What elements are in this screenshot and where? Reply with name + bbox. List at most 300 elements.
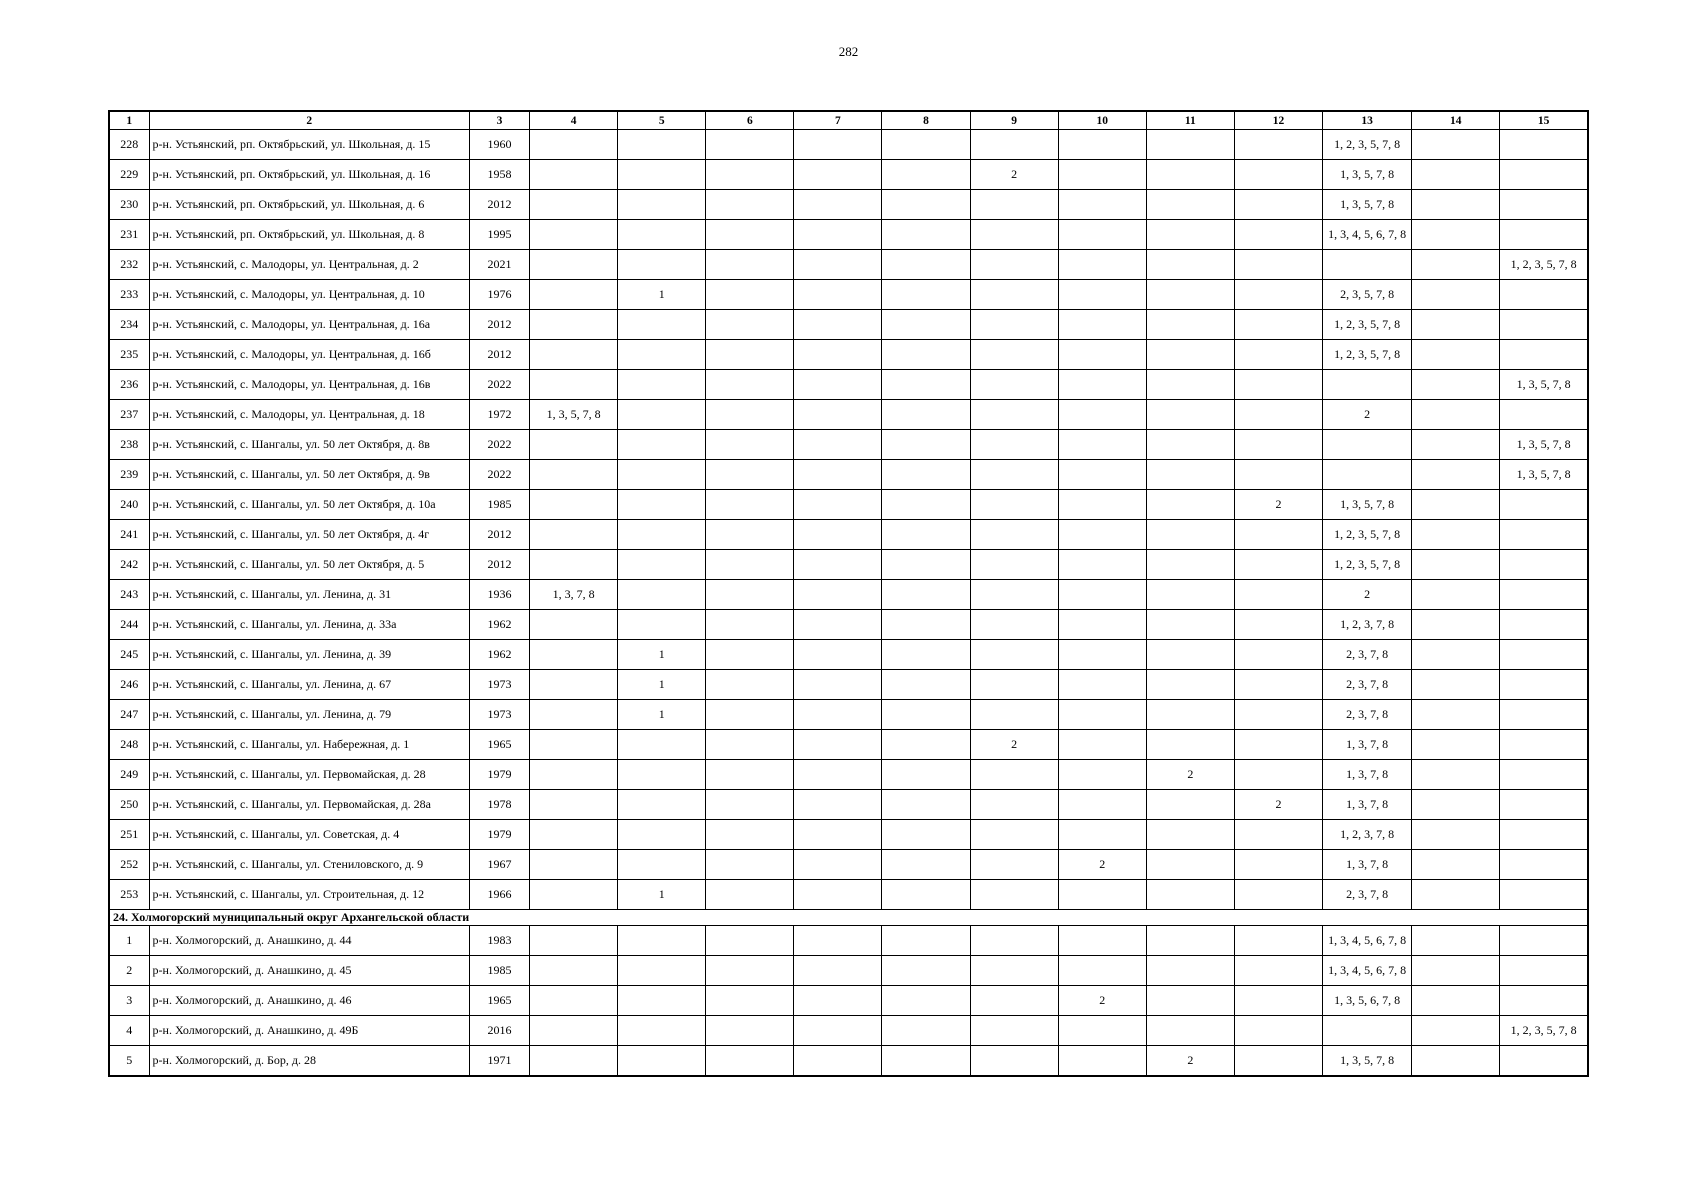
address-cell: р-н. Устьянский, с. Шангалы, ул. Стениловского, д. 9 — [149, 850, 469, 880]
value-cell: 1, 3, 5, 7, 8 — [1500, 430, 1588, 460]
value-cell — [530, 790, 618, 820]
value-cell: 2, 3, 5, 7, 8 — [1323, 280, 1412, 310]
value-cell — [1234, 580, 1322, 610]
value-cell — [706, 160, 794, 190]
column-header: 8 — [882, 111, 970, 130]
table-row — [109, 490, 1588, 520]
value-cell — [618, 1016, 706, 1046]
address-cell: р-н. Холмогорский, д. Бор, д. 28 — [149, 1046, 469, 1077]
row-number: 245 — [109, 640, 149, 670]
value-cell — [1146, 460, 1234, 490]
value-cell — [1146, 956, 1234, 986]
value-cell — [1146, 130, 1234, 160]
value-cell — [794, 400, 882, 430]
value-cell — [530, 490, 618, 520]
value-cell: 1, 3, 5, 7, 8 — [1500, 370, 1588, 400]
value-cell — [706, 700, 794, 730]
value-cell — [530, 460, 618, 490]
year-cell: 2012 — [469, 340, 529, 370]
value-cell: 1, 3, 4, 5, 6, 7, 8 — [1323, 956, 1412, 986]
value-cell — [706, 820, 794, 850]
table-row — [109, 520, 1588, 550]
value-cell — [794, 850, 882, 880]
address-cell: р-н. Устьянский, рп. Октябрьский, ул. Школьная, д. 6 — [149, 190, 469, 220]
value-cell — [794, 130, 882, 160]
year-cell: 1962 — [469, 610, 529, 640]
value-cell: 1 — [618, 640, 706, 670]
value-cell — [882, 880, 970, 910]
row-number: 239 — [109, 460, 149, 490]
table-row — [109, 986, 1588, 1016]
value-cell — [1500, 850, 1588, 880]
value-cell — [530, 926, 618, 956]
value-cell — [1500, 520, 1588, 550]
value-cell — [794, 670, 882, 700]
value-cell — [970, 400, 1058, 430]
value-cell — [706, 730, 794, 760]
value-cell — [530, 760, 618, 790]
value-cell — [1058, 220, 1146, 250]
row-number: 238 — [109, 430, 149, 460]
value-cell — [794, 700, 882, 730]
value-cell — [618, 790, 706, 820]
value-cell — [1500, 130, 1588, 160]
value-cell — [1058, 880, 1146, 910]
row-number: 249 — [109, 760, 149, 790]
value-cell: 2, 3, 7, 8 — [1323, 700, 1412, 730]
value-cell — [706, 1046, 794, 1077]
address-cell: р-н. Устьянский, с. Шангалы, ул. Ленина, д. 67 — [149, 670, 469, 700]
value-cell — [1500, 220, 1588, 250]
value-cell — [706, 880, 794, 910]
row-number: 232 — [109, 250, 149, 280]
table-row — [109, 430, 1588, 460]
value-cell: 1, 2, 3, 5, 7, 8 — [1500, 1016, 1588, 1046]
value-cell — [1146, 190, 1234, 220]
year-cell: 1985 — [469, 956, 529, 986]
value-cell — [530, 190, 618, 220]
value-cell — [1058, 956, 1146, 986]
year-cell: 1995 — [469, 220, 529, 250]
value-cell — [530, 220, 618, 250]
value-cell — [706, 926, 794, 956]
value-cell — [1234, 610, 1322, 640]
value-cell — [1234, 430, 1322, 460]
value-cell — [882, 370, 970, 400]
value-cell — [1412, 820, 1500, 850]
address-cell: р-н. Устьянский, с. Шангалы, ул. Советская, д. 4 — [149, 820, 469, 850]
value-cell — [1146, 370, 1234, 400]
value-cell — [706, 550, 794, 580]
value-cell — [618, 460, 706, 490]
value-cell — [1412, 520, 1500, 550]
value-cell — [1234, 340, 1322, 370]
table-row — [109, 340, 1588, 370]
column-header: 15 — [1500, 111, 1588, 130]
value-cell — [970, 340, 1058, 370]
value-cell — [706, 460, 794, 490]
value-cell — [706, 250, 794, 280]
address-cell: р-н. Устьянский, с. Шангалы, ул. Ленина, д. 39 — [149, 640, 469, 670]
year-cell: 1973 — [469, 700, 529, 730]
value-cell — [970, 190, 1058, 220]
table-row — [109, 280, 1588, 310]
value-cell — [706, 310, 794, 340]
value-cell — [794, 790, 882, 820]
value-cell — [1234, 700, 1322, 730]
address-cell: р-н. Устьянский, с. Шангалы, ул. Ленина, д. 31 — [149, 580, 469, 610]
table-row — [109, 880, 1588, 910]
value-cell — [1234, 400, 1322, 430]
value-cell — [882, 550, 970, 580]
value-cell — [618, 820, 706, 850]
value-cell — [1146, 730, 1234, 760]
value-cell — [970, 926, 1058, 956]
table-row — [109, 760, 1588, 790]
value-cell — [794, 640, 882, 670]
value-cell — [1412, 490, 1500, 520]
value-cell — [1234, 130, 1322, 160]
value-cell: 2 — [1323, 400, 1412, 430]
value-cell — [1412, 850, 1500, 880]
value-cell — [1412, 430, 1500, 460]
value-cell — [1412, 370, 1500, 400]
value-cell — [530, 700, 618, 730]
value-cell — [882, 340, 970, 370]
value-cell — [970, 250, 1058, 280]
value-cell — [1146, 340, 1234, 370]
value-cell — [794, 250, 882, 280]
value-cell — [706, 986, 794, 1016]
value-cell — [706, 760, 794, 790]
value-cell: 1 — [618, 670, 706, 700]
value-cell — [970, 700, 1058, 730]
value-cell — [618, 1046, 706, 1077]
value-cell: 1, 3, 7, 8 — [1323, 730, 1412, 760]
value-cell — [1234, 1046, 1322, 1077]
value-cell — [1058, 580, 1146, 610]
address-cell: р-н. Устьянский, с. Шангалы, ул. Первомайская, д. 28а — [149, 790, 469, 820]
address-cell: р-н. Устьянский, с. Шангалы, ул. Ленина, д. 79 — [149, 700, 469, 730]
value-cell — [1146, 700, 1234, 730]
value-cell — [1146, 1016, 1234, 1046]
value-cell: 1, 3, 4, 5, 6, 7, 8 — [1323, 220, 1412, 250]
address-cell: р-н. Устьянский, с. Шангалы, ул. 50 лет Октября, д. 8в — [149, 430, 469, 460]
value-cell — [1412, 550, 1500, 580]
value-cell — [1500, 670, 1588, 700]
value-cell — [706, 130, 794, 160]
value-cell — [1412, 640, 1500, 670]
year-cell: 1960 — [469, 130, 529, 160]
value-cell — [618, 760, 706, 790]
value-cell — [706, 580, 794, 610]
value-cell: 1, 2, 3, 5, 7, 8 — [1323, 310, 1412, 340]
value-cell — [882, 460, 970, 490]
value-cell — [618, 130, 706, 160]
value-cell — [1234, 956, 1322, 986]
row-number: 242 — [109, 550, 149, 580]
value-cell — [1412, 760, 1500, 790]
value-cell — [1058, 520, 1146, 550]
year-cell: 2012 — [469, 550, 529, 580]
value-cell — [1500, 926, 1588, 956]
address-cell: р-н. Холмогорский, д. Анашкино, д. 45 — [149, 956, 469, 986]
year-cell: 2012 — [469, 310, 529, 340]
value-cell — [1058, 430, 1146, 460]
value-cell — [882, 640, 970, 670]
value-cell — [1234, 926, 1322, 956]
year-cell: 2022 — [469, 370, 529, 400]
value-cell — [706, 400, 794, 430]
value-cell — [1146, 986, 1234, 1016]
column-header: 2 — [149, 111, 469, 130]
value-cell — [530, 130, 618, 160]
value-cell — [970, 490, 1058, 520]
value-cell — [794, 986, 882, 1016]
value-cell — [1234, 250, 1322, 280]
address-cell: р-н. Холмогорский, д. Анашкино, д. 44 — [149, 926, 469, 956]
value-cell — [1058, 610, 1146, 640]
value-cell — [618, 160, 706, 190]
value-cell — [1412, 730, 1500, 760]
value-cell — [794, 956, 882, 986]
value-cell — [618, 730, 706, 760]
row-number: 252 — [109, 850, 149, 880]
table-row — [109, 730, 1588, 760]
address-cell: р-н. Устьянский, с. Шангалы, ул. 50 лет Октября, д. 4г — [149, 520, 469, 550]
value-cell — [706, 220, 794, 250]
value-cell — [1146, 160, 1234, 190]
row-number: 234 — [109, 310, 149, 340]
value-cell — [1146, 790, 1234, 820]
value-cell: 2 — [1058, 986, 1146, 1016]
table-row — [109, 400, 1588, 430]
year-cell: 1979 — [469, 760, 529, 790]
table-row — [109, 370, 1588, 400]
value-cell — [618, 986, 706, 1016]
value-cell: 2 — [970, 160, 1058, 190]
value-cell — [618, 956, 706, 986]
value-cell — [794, 1016, 882, 1046]
value-cell — [1412, 190, 1500, 220]
value-cell — [1146, 280, 1234, 310]
year-cell: 1965 — [469, 986, 529, 1016]
value-cell — [794, 340, 882, 370]
section-row — [109, 910, 1588, 926]
value-cell: 1, 3, 5, 7, 8 — [1323, 160, 1412, 190]
value-cell: 1, 3, 7, 8 — [1323, 760, 1412, 790]
value-cell — [618, 400, 706, 430]
table-row — [109, 670, 1588, 700]
column-header: 6 — [706, 111, 794, 130]
value-cell — [794, 610, 882, 640]
value-cell — [1412, 790, 1500, 820]
year-cell: 1936 — [469, 580, 529, 610]
value-cell — [1058, 280, 1146, 310]
year-cell: 1958 — [469, 160, 529, 190]
value-cell — [530, 250, 618, 280]
value-cell — [970, 1016, 1058, 1046]
value-cell — [970, 820, 1058, 850]
value-cell: 1, 3, 5, 7, 8 — [1500, 460, 1588, 490]
row-number: 253 — [109, 880, 149, 910]
value-cell — [970, 1046, 1058, 1077]
value-cell — [1412, 340, 1500, 370]
value-cell — [1234, 820, 1322, 850]
value-cell — [1234, 880, 1322, 910]
address-cell: р-н. Устьянский, с. Малодоры, ул. Центральная, д. 16б — [149, 340, 469, 370]
value-cell — [1500, 730, 1588, 760]
value-cell — [1146, 430, 1234, 460]
value-cell — [970, 850, 1058, 880]
table-row — [109, 580, 1588, 610]
value-cell — [970, 550, 1058, 580]
column-header: 11 — [1146, 111, 1234, 130]
year-cell: 2016 — [469, 1016, 529, 1046]
row-number: 244 — [109, 610, 149, 640]
column-header: 7 — [794, 111, 882, 130]
address-cell: р-н. Устьянский, рп. Октябрьский, ул. Школьная, д. 16 — [149, 160, 469, 190]
value-cell: 1, 3, 5, 7, 8 — [1323, 1046, 1412, 1077]
value-cell — [970, 310, 1058, 340]
value-cell — [1500, 640, 1588, 670]
table-row — [109, 130, 1588, 160]
value-cell — [1058, 460, 1146, 490]
value-cell — [530, 160, 618, 190]
value-cell — [882, 250, 970, 280]
value-cell — [1412, 880, 1500, 910]
value-cell — [1500, 550, 1588, 580]
value-cell — [706, 956, 794, 986]
value-cell — [794, 430, 882, 460]
value-cell — [1412, 160, 1500, 190]
row-number: 236 — [109, 370, 149, 400]
value-cell — [530, 730, 618, 760]
address-cell: р-н. Устьянский, с. Шангалы, ул. Строительная, д. 12 — [149, 880, 469, 910]
value-cell — [1058, 730, 1146, 760]
value-cell — [706, 850, 794, 880]
value-cell — [1058, 700, 1146, 730]
value-cell — [530, 880, 618, 910]
page-number: 282 — [838, 44, 859, 59]
value-cell — [1058, 760, 1146, 790]
value-cell: 2 — [1323, 580, 1412, 610]
value-cell — [970, 580, 1058, 610]
row-number: 3 — [109, 986, 149, 1016]
value-cell — [1058, 1016, 1146, 1046]
year-cell: 1966 — [469, 880, 529, 910]
row-number: 237 — [109, 400, 149, 430]
row-number: 241 — [109, 520, 149, 550]
value-cell — [794, 926, 882, 956]
value-cell — [530, 1046, 618, 1077]
value-cell — [1234, 640, 1322, 670]
value-cell — [1500, 610, 1588, 640]
value-cell — [530, 340, 618, 370]
row-number: 240 — [109, 490, 149, 520]
value-cell — [618, 520, 706, 550]
value-cell — [706, 610, 794, 640]
value-cell — [1058, 250, 1146, 280]
table-row — [109, 460, 1588, 490]
value-cell: 1, 2, 3, 5, 7, 8 — [1323, 340, 1412, 370]
value-cell: 1, 3, 7, 8 — [1323, 790, 1412, 820]
row-number: 4 — [109, 1016, 149, 1046]
value-cell — [882, 986, 970, 1016]
address-cell: р-н. Устьянский, с. Шангалы, ул. Ленина, д. 33а — [149, 610, 469, 640]
value-cell: 1, 3, 5, 7, 8 — [1323, 490, 1412, 520]
value-cell — [618, 850, 706, 880]
table-row — [109, 550, 1588, 580]
value-cell — [706, 280, 794, 310]
value-cell — [530, 820, 618, 850]
value-cell — [882, 430, 970, 460]
value-cell — [530, 430, 618, 460]
value-cell — [882, 130, 970, 160]
value-cell — [970, 370, 1058, 400]
value-cell — [1412, 280, 1500, 310]
value-cell — [970, 760, 1058, 790]
value-cell — [1058, 820, 1146, 850]
value-cell — [970, 880, 1058, 910]
table-row — [109, 310, 1588, 340]
value-cell: 1, 3, 5, 7, 8 — [1323, 190, 1412, 220]
value-cell — [1323, 250, 1412, 280]
value-cell — [1500, 340, 1588, 370]
value-cell — [882, 1046, 970, 1077]
row-number: 228 — [109, 130, 149, 160]
value-cell — [882, 790, 970, 820]
address-cell: р-н. Холмогорский, д. Анашкино, д. 46 — [149, 986, 469, 1016]
value-cell — [882, 490, 970, 520]
value-cell — [618, 926, 706, 956]
value-cell — [970, 956, 1058, 986]
value-cell — [794, 760, 882, 790]
value-cell — [706, 1016, 794, 1046]
value-cell — [1058, 160, 1146, 190]
value-cell — [882, 926, 970, 956]
value-cell — [530, 310, 618, 340]
value-cell — [618, 250, 706, 280]
column-header: 13 — [1323, 111, 1412, 130]
value-cell — [1058, 310, 1146, 340]
value-cell — [1323, 430, 1412, 460]
row-number: 250 — [109, 790, 149, 820]
value-cell: 1, 3, 5, 6, 7, 8 — [1323, 986, 1412, 1016]
value-cell — [618, 610, 706, 640]
address-cell: р-н. Устьянский, с. Малодоры, ул. Центральная, д. 10 — [149, 280, 469, 310]
value-cell — [530, 1016, 618, 1046]
value-cell — [970, 986, 1058, 1016]
address-cell: р-н. Устьянский, с. Шангалы, ул. 50 лет Октября, д. 5 — [149, 550, 469, 580]
year-cell: 2012 — [469, 190, 529, 220]
value-cell — [1234, 460, 1322, 490]
value-cell — [1146, 250, 1234, 280]
value-cell — [618, 490, 706, 520]
value-cell — [1412, 310, 1500, 340]
value-cell — [618, 220, 706, 250]
address-cell: р-н. Устьянский, рп. Октябрьский, ул. Школьная, д. 15 — [149, 130, 469, 160]
table-row — [109, 220, 1588, 250]
value-cell — [1412, 986, 1500, 1016]
value-cell — [1323, 370, 1412, 400]
value-cell — [794, 880, 882, 910]
value-cell — [1058, 190, 1146, 220]
value-cell — [882, 520, 970, 550]
value-cell — [1234, 670, 1322, 700]
value-cell: 2 — [1234, 490, 1322, 520]
value-cell — [530, 280, 618, 310]
